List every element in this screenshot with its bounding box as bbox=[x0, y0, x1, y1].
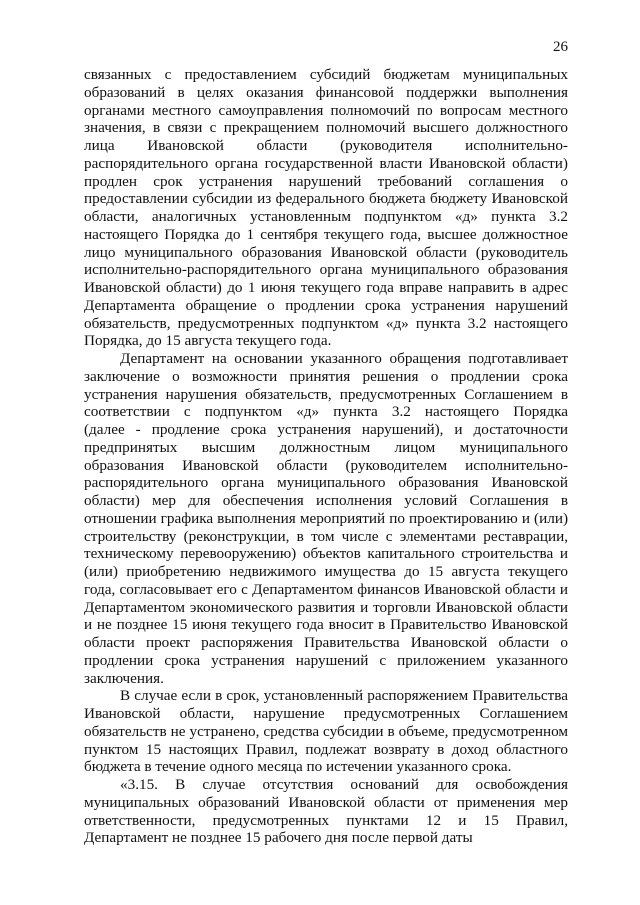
text-line: обязательств не устранено, средства субсидии в объеме, предусмотренном bbox=[84, 722, 568, 740]
text-line: бюджета в течение одного месяца по истечении указанного срока. bbox=[84, 758, 512, 776]
text-line: муниципальных образований Ивановской области от применения мер bbox=[84, 793, 568, 811]
text-line: устранения нарушения обязательств, предусмотренных Соглашением в bbox=[84, 385, 568, 403]
text-line: предоставлении субсидии из федерального бюджета бюджету Ивановской bbox=[84, 190, 568, 208]
text-line: ответственности, предусмотренных пунктами 12 и 15 Правил, bbox=[84, 811, 568, 829]
text-line: года, согласовывает его с Департаментом финансов Ивановской области и bbox=[84, 580, 568, 598]
text-line: строительству (реконструкции, в том числе с элементами реставрации, bbox=[84, 527, 568, 545]
text-line: области проект распоряжения Правительства Ивановской области о bbox=[84, 634, 568, 651]
paragraph bbox=[84, 687, 568, 776]
text-line: настоящего Порядка до 1 сентября текущего года, высшее должностное bbox=[84, 225, 568, 243]
paragraph bbox=[84, 776, 568, 847]
text-line: обязательств, предусмотренных подпунктом «д» пункта 3.2 настоящего bbox=[84, 314, 568, 332]
text-line: образования Ивановской области (руководителем исполнительно- bbox=[84, 456, 568, 474]
text-line: «3.15. В случае отсутствия оснований для освобождения bbox=[120, 776, 568, 793]
text-line: Департамент на основании указанного обращения подготавливает bbox=[120, 350, 568, 367]
text-line: лица Ивановской области (руководителя исполнительно- bbox=[84, 137, 568, 154]
text-line: техническому перевооружению) объектов капитального строительства и bbox=[84, 545, 568, 563]
text-line: Департамент не позднее 15 рабочего дня после первой даты bbox=[84, 829, 473, 847]
text-line: (или) приобретению недвижимого имущества до 15 августа текущего bbox=[84, 563, 568, 580]
text-line: В случае если в срок, установленный распоряжением Правительства bbox=[120, 687, 568, 705]
text-line: заключения. bbox=[84, 669, 164, 687]
text-line: Департаментом экономического развития и торговли Ивановской области bbox=[84, 598, 568, 616]
text-line: лицо муниципального образования Ивановской области (руководитель bbox=[84, 243, 568, 261]
text-line: и не позднее 15 июня текущего года вносит в Правительство Ивановской bbox=[84, 616, 568, 634]
text-line: исполнительно-распорядительного органа муниципального образования bbox=[84, 261, 568, 279]
text-line: распорядительного органа государственной власти Ивановской области) bbox=[84, 154, 568, 172]
text-line: отношении графика выполнения мероприятий по проектированию и (или) bbox=[84, 509, 568, 527]
text-line: Порядка, до 15 августа текущего года. bbox=[84, 332, 332, 350]
text-line: распорядительного органа муниципального образования Ивановской bbox=[84, 474, 568, 492]
text-line: соответствии с подпунктом «д» пункта 3.2 настоящего Порядка bbox=[84, 403, 568, 421]
text-line: Департамента обращение о продлении срока устранения нарушений bbox=[84, 296, 568, 314]
text-line: органами местного самоуправления полномочий по вопросам местного bbox=[84, 101, 568, 119]
text-line: Ивановской области, нарушение предусмотренных Соглашением bbox=[84, 705, 568, 722]
text-line: предпринятых высшим должностным лицом муниципального bbox=[84, 438, 568, 456]
text-line: связанных с предоставлением субсидий бюджетам муниципальных bbox=[84, 66, 568, 83]
paragraph bbox=[84, 66, 568, 350]
text-line: значения, в связи с прекращением полномочий высшего должностного bbox=[84, 119, 568, 137]
text-line: Ивановской области) до 1 июня текущего года вправе направить в адрес bbox=[84, 279, 568, 296]
text-line: заключение о возможности принятия решения о продлении срока bbox=[84, 367, 568, 385]
text-line: области) мер для обеспечения исполнения условий Соглашения в bbox=[84, 492, 568, 509]
document-body bbox=[84, 66, 568, 847]
text-line: продлен срок устранения нарушений требований соглашения о bbox=[84, 172, 568, 190]
text-line: (далее - продление срока устранения нарушений), и достаточности bbox=[84, 421, 568, 438]
text-line: продлении срока устранения нарушений с приложением указанного bbox=[84, 651, 568, 669]
paragraph bbox=[84, 350, 568, 687]
text-line: образований в целях оказания финансовой поддержки выполнения bbox=[84, 83, 568, 101]
text-line: пунктом 15 настоящих Правил, подлежат возврату в доход областного bbox=[84, 740, 568, 758]
page-number: 26 bbox=[553, 39, 568, 55]
text-line: области, аналогичных установленным подпунктом «д» пункта 3.2 bbox=[84, 208, 568, 225]
